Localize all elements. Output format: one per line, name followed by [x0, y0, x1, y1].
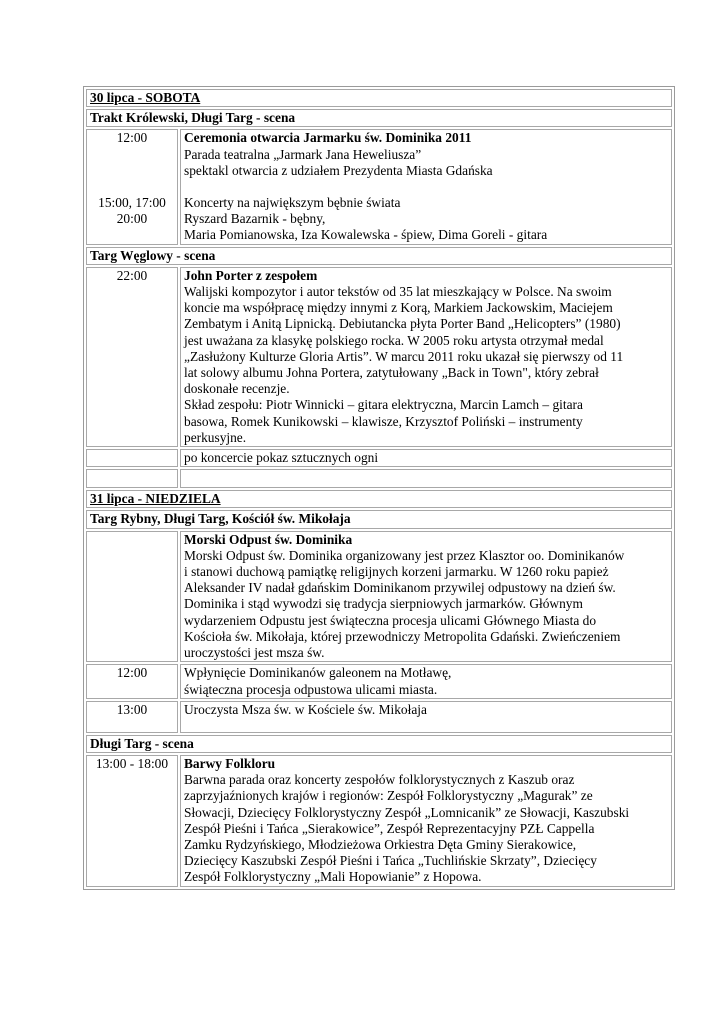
- event-text: Dziecięcy Kaszubski Zespół Pieśni i Tańca „Tuchlińskie Skrzaty”, Dziecięcy: [184, 853, 597, 869]
- event-text: Walijski kompozytor i autor tekstów od 35 lat mieszkający w Polsce. Na swoim: [184, 284, 612, 300]
- event-text: uroczystości jest msza św.: [184, 645, 325, 661]
- time-text: 20:00: [116, 210, 148, 226]
- location-row: [86, 510, 672, 528]
- event-text: Morski Odpust św. Dominika organizowany jest przez Klasztor oo. Dominikanów: [184, 547, 625, 563]
- event-cell: [180, 129, 672, 244]
- event-title: John Porter z zespołem: [184, 267, 318, 283]
- day-header-row: [86, 89, 672, 107]
- event-text: Ryszard Bazarnik - bębny,: [184, 211, 326, 227]
- table-row: [86, 129, 672, 244]
- event-cell: Uroczysta Msza św. w Kościele św. Mikołaja: [180, 701, 672, 733]
- event-text: Zespół Folklorystyczny „Mali Hopowianie” z Hopowa.: [184, 869, 482, 885]
- event-text: Aleksander IV nadał gdańskim Dominikanom przywilej odpustowy na dzień św.: [184, 580, 616, 596]
- empty-row: [86, 469, 672, 488]
- schedule-table: [83, 86, 675, 890]
- table-row: [86, 664, 672, 698]
- event-text: Zespół Pieśni i Tańca „Sierakowice”, Zespół Reprezentacyjny PZŁ Cappella: [184, 820, 595, 836]
- table-row: [86, 531, 672, 663]
- location-label: Długi Targ - scena: [86, 735, 672, 753]
- day-title: 30 lipca - SOBOTA: [86, 89, 672, 107]
- event-cell: [180, 531, 672, 663]
- event-text: Kościoła św. Mikołaja, której przewodniczy Metropolita Gdański. Zwieńczeniem: [184, 628, 621, 644]
- event-text: i stanowi duchową pamiątkę religijnych korzeni jarmarku. W 1260 roku papież: [184, 564, 609, 580]
- event-title: Barwy Folkloru: [184, 755, 276, 771]
- day-header-row: [86, 490, 672, 508]
- table-row: [86, 755, 672, 887]
- location-row: [86, 109, 672, 127]
- event-text: Zembatym i Anitą Lipnicką. Debiutancka płyta Porter Band „Helicopters” (1980): [184, 316, 621, 332]
- event-text: Skład zespołu: Piotr Winnicki – gitara elektryczna, Marcin Lamch – gitara: [184, 397, 583, 413]
- event-text: lat solowy albumu Johna Portera, zatytułowany „Back in Town", który zebrał: [184, 365, 599, 381]
- event-text: jest uważana za klasykę polskiego rocka. W 2005 roku artysta otrzymał medal: [184, 332, 604, 348]
- event-text: spektakl otwarcia z udziałem Prezydenta Miasta Gdańska: [184, 162, 493, 178]
- event-title: Morski Odpust św. Dominika: [184, 531, 353, 547]
- time-cell: 13:00 - 18:00: [86, 755, 178, 887]
- table-row: [86, 267, 672, 447]
- time-cell: 12:00: [86, 664, 178, 698]
- event-text: doskonałe recenzje.: [184, 381, 290, 397]
- location-label: Targ Węglowy - scena: [86, 247, 672, 265]
- event-text: Koncerty na największym bębnie świata: [184, 195, 401, 211]
- event-text: wydarzeniem Odpustu jest świąteczna procesja ulicami Głównego Miasta do: [184, 612, 597, 628]
- time-text: 15:00, 17:00: [98, 194, 166, 210]
- day-title: 31 lipca - NIEDZIELA: [86, 490, 672, 508]
- event-text: świąteczna procesja odpustowa ulicami miasta.: [184, 681, 438, 697]
- schedule-page: [83, 86, 675, 890]
- event-text: Wpłynięcie Dominikanów galeonem na Motławę,: [184, 665, 452, 681]
- event-text: „Zasłużony Kulturze Gloria Artis”. W marcu 2011 roku ukazał się pierwszy od 11: [184, 348, 624, 364]
- time-cell: [86, 449, 178, 467]
- location-label: Targ Rybny, Długi Targ, Kościół św. Mikołaja: [86, 510, 672, 528]
- event-text: basowa, Romek Kunikowski – klawisze, Krzysztof Poliński – instrumenty: [184, 413, 583, 429]
- location-row: [86, 735, 672, 753]
- time-cell: [86, 531, 178, 663]
- event-cell: [180, 664, 672, 698]
- location-row: [86, 247, 672, 265]
- event-text: perkusyjne.: [184, 429, 247, 445]
- event-cell: [180, 267, 672, 447]
- time-cell: 13:00: [86, 701, 178, 733]
- event-text: Dominika i stąd wywodzi się tradycja sierpniowych jarmarków. Głównym: [184, 596, 583, 612]
- event-text: koncie ma współpracę między innymi z Korą, Markiem Jackowskim, Maciejem: [184, 300, 613, 316]
- empty-cell: [180, 469, 672, 488]
- event-text: Parada teatralna „Jarmark Jana Heweliusza”: [184, 146, 422, 162]
- event-cell: [180, 755, 672, 887]
- event-text: Zamku Rydzyńskiego, Młodzieżowa Orkiestra Dęta Gminy Sierakowice,: [184, 836, 577, 852]
- event-text: Maria Pomianowska, Iza Kowalewska - śpiew, Dima Goreli - gitara: [184, 227, 548, 243]
- time-cell: [86, 129, 178, 244]
- event-text: Słowacji, Dziecięcy Folklorystyczny Zespół „Lomnicanik” ze Słowacji, Kaszubski: [184, 804, 630, 820]
- empty-cell: [86, 469, 178, 488]
- event-text: zaprzyjaźnionych krajów i regionów: Zespół Folklorystyczny „Magurak” ze: [184, 788, 593, 804]
- time-text: 12:00: [116, 130, 148, 146]
- table-row: [86, 449, 672, 467]
- event-cell: po koncercie pokaz sztucznych ogni: [180, 449, 672, 467]
- event-text: Barwna parada oraz koncerty zespołów folklorystycznych z Kaszub oraz: [184, 772, 575, 788]
- time-cell: 22:00: [86, 267, 178, 447]
- table-row: [86, 701, 672, 733]
- location-label: Trakt Królewski, Długi Targ - scena: [86, 109, 672, 127]
- event-title: Ceremonia otwarcia Jarmarku św. Dominika 2011: [184, 130, 472, 146]
